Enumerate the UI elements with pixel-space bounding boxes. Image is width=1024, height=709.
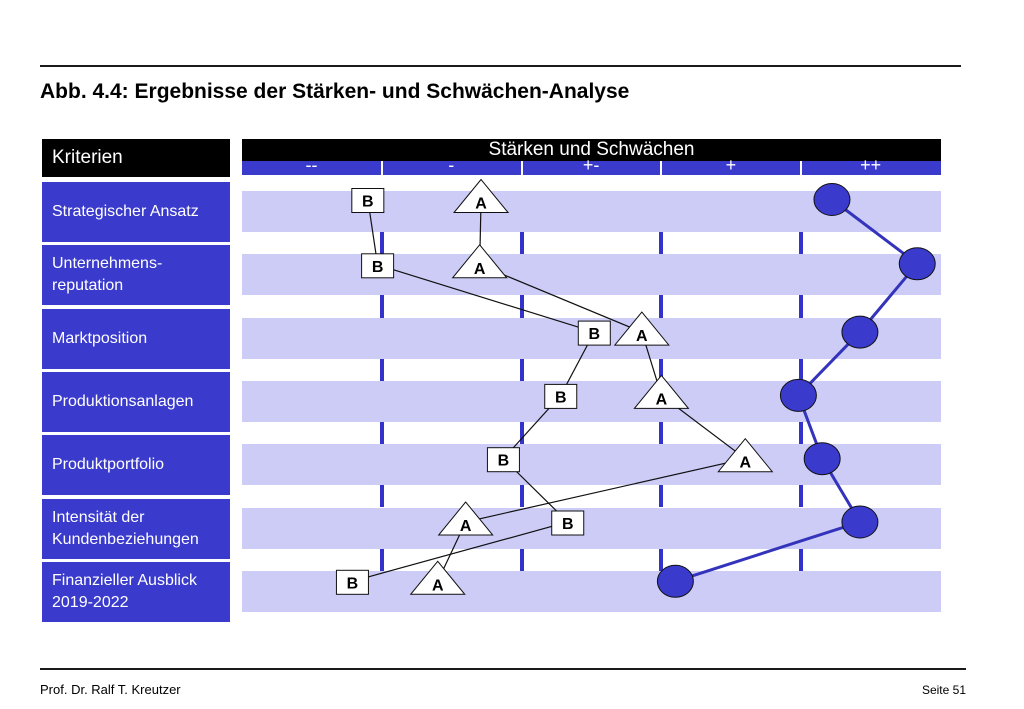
own-company-marker [899,248,935,280]
competitor-b-marker [487,448,519,472]
scale-label: ++ [860,155,882,175]
competitor-b-marker [352,189,384,213]
criteria-label: Marktposition [52,329,148,347]
competitor-a-label: A [475,195,487,213]
scale-label: -- [305,155,318,175]
competitor-b-marker [545,384,577,408]
competitor-b-label: B [362,193,374,211]
competitor-a-marker [454,180,508,213]
competitor-b-label: B [561,516,574,533]
own-company-marker [814,184,850,216]
own-company-marker [657,565,693,597]
competitor-a-label: A [473,260,486,278]
competitor-a-marker [411,561,465,594]
own-company-marker [780,379,816,411]
scale-label: +- [582,155,600,175]
competitor-b-label: B [588,326,601,344]
competitor-a-marker [615,312,669,345]
criteria-header: Kriterien [42,139,230,177]
criteria-label: Intensität der Kundenbeziehungen [52,508,199,548]
criteria-label: Strategischer Ansatz [52,203,199,220]
own-company-marker [842,506,878,538]
competitor-b-label: B [497,452,510,470]
competitor-b-marker [578,321,610,345]
scale-label: + [725,155,737,175]
competitor-a-label: A [636,328,648,346]
page-title: Abb. 4.4: Ergebnisse der Stärken- und Schwächen-Analyse [40,80,630,103]
competitor-a-label: A [431,577,444,595]
competitor-b-marker [336,570,368,594]
criteria-label: Produktionsanlagen [52,392,194,410]
competitor-b-label: B [346,575,359,593]
competitor-b-marker [362,254,394,278]
bottom-rule [40,668,966,670]
own-company-marker [804,443,840,475]
competitor-a-marker [718,439,772,472]
criteria-label: Finanzieller Ausblick 2019-2022 [52,571,197,611]
competitor-a-marker [439,502,493,535]
competitor-b-label: B [554,389,567,407]
competitor-b-label: B [371,258,384,276]
competitor-a-label: A [739,454,752,472]
competitor-a-marker [634,375,688,408]
competitor-b-marker [552,511,584,535]
criteria-label: Unternehmens- reputation [52,255,163,295]
own-company-marker [842,316,878,348]
footer-page-number: Seite 51 [921,683,966,697]
competitor-a-label: A [459,518,472,535]
strengths-header: Stärken und Schwächen [242,139,941,161]
scale-label: - [448,155,455,175]
competitor-a-marker [453,245,507,278]
competitor-a-label: A [655,391,668,409]
footer-author: Prof. Dr. Ralf T. Kreutzer [40,682,181,697]
criteria-label: Produktportfolio [52,456,165,474]
